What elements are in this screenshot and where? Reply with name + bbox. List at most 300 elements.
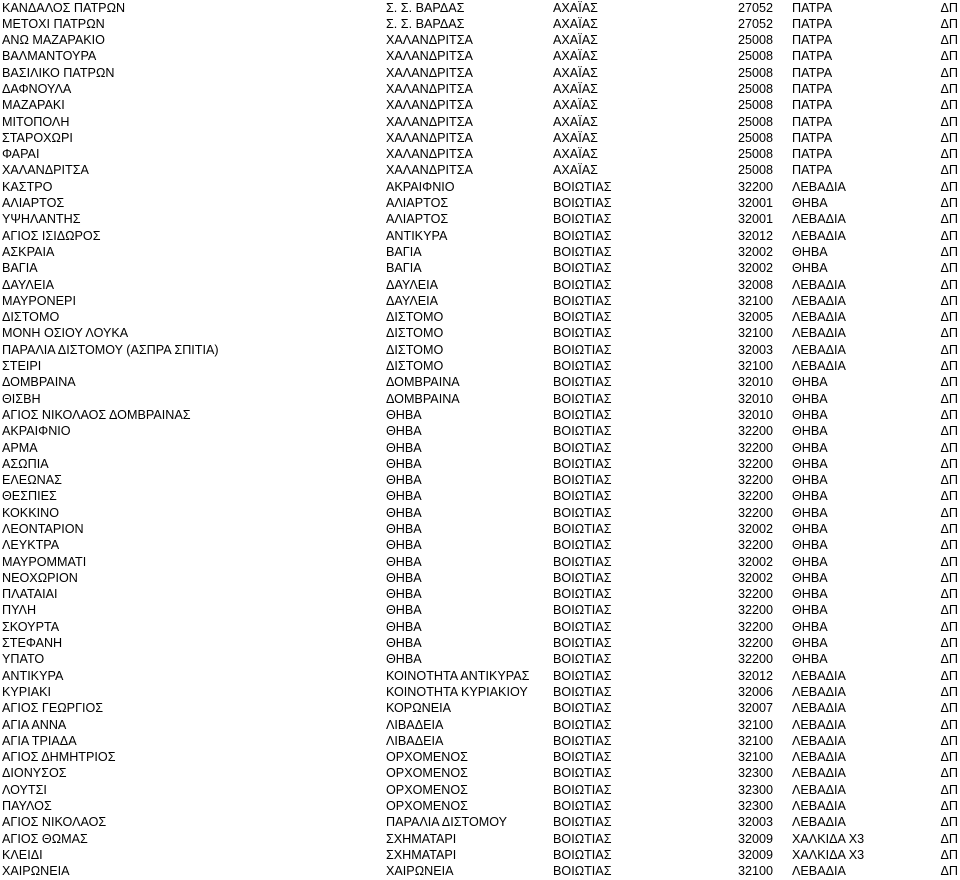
table-row	[0, 765, 960, 781]
postal-code-cell: 32200	[737, 440, 773, 455]
locality-cell: ΣΤΕΙΡΙ	[2, 359, 42, 374]
municipality-cell: ΘΗΒΑ	[386, 440, 422, 455]
postal-code-cell: 32100	[737, 293, 773, 308]
locality-cell: ΧΑΙΡΩΝΕΙΑ	[2, 864, 70, 879]
municipality-cell: ΘΗΒΑ	[386, 587, 422, 602]
municipality-cell: ΒΑΓΙΑ	[386, 244, 422, 259]
post-office-cell: ΧΑΛΚΙΔΑ Χ3	[792, 847, 865, 862]
table-row	[0, 717, 960, 733]
table-row	[0, 602, 960, 618]
prefecture-cell: ΒΟΙΩΤΙΑΣ	[553, 603, 612, 618]
locality-cell: ΝΕΟΧΩΡΙΟΝ	[2, 570, 78, 585]
postal-code-cell: 32001	[737, 196, 773, 211]
post-office-cell: ΛΕΒΑΔΙΑ	[792, 310, 846, 325]
municipality-cell: ΠΑΡΑΛΙΑ ΔΙΣΤΟΜΟΥ	[386, 815, 508, 830]
post-office-cell: ΛΕΒΑΔΙΑ	[792, 277, 846, 292]
prefecture-cell: ΒΟΙΩΤΙΑΣ	[553, 619, 612, 634]
post-office-cell: ΛΕΒΑΔΙΑ	[792, 782, 846, 797]
locality-cell: ΜΑΥΡΟΜΜΑΤΙ	[2, 554, 87, 569]
postal-code-cell: 32012	[737, 228, 773, 243]
prefecture-cell: ΒΟΙΩΤΙΑΣ	[553, 359, 612, 374]
table-row	[0, 309, 960, 325]
code-cell: ΔΠ	[940, 652, 958, 667]
prefecture-cell: ΒΟΙΩΤΙΑΣ	[553, 636, 612, 651]
post-office-cell: ΠΑΤΡΑ	[792, 114, 833, 129]
code-cell: ΔΠ	[940, 244, 958, 259]
table-row	[0, 488, 960, 504]
code-cell: ΔΠ	[940, 179, 958, 194]
code-cell: ΔΠ	[940, 196, 958, 211]
prefecture-cell: ΒΟΙΩΤΙΑΣ	[553, 799, 612, 814]
prefecture-cell: ΑΧΑΪΑΣ	[553, 0, 598, 15]
locality-cell: ΦΑΡΑΙ	[2, 147, 40, 162]
prefecture-cell: ΒΟΙΩΤΙΑΣ	[553, 701, 612, 716]
table-row	[0, 16, 960, 32]
table-row	[0, 195, 960, 211]
code-cell: ΔΠ	[940, 456, 958, 471]
post-office-cell: ΛΕΒΑΔΙΑ	[792, 815, 846, 830]
table-row	[0, 863, 960, 879]
municipality-cell: ΔΙΣΤΟΜΟ	[386, 326, 444, 341]
post-office-cell: ΘΗΒΑ	[792, 587, 828, 602]
code-cell: ΔΠ	[940, 684, 958, 699]
code-cell: ΔΠ	[940, 864, 958, 879]
post-office-cell: ΠΑΤΡΑ	[792, 147, 833, 162]
table-row	[0, 586, 960, 602]
post-office-cell: ΘΗΒΑ	[792, 603, 828, 618]
table-row	[0, 537, 960, 553]
post-office-cell: ΘΗΒΑ	[792, 456, 828, 471]
municipality-cell: ΔΑΥΛΕΙΑ	[386, 293, 439, 308]
postal-code-cell: 32007	[737, 701, 773, 716]
locality-cell: ΔΑΥΛΕΙΑ	[2, 277, 55, 292]
prefecture-cell: ΑΧΑΪΑΣ	[553, 130, 598, 145]
locality-cell: ΚΛΕΙΔΙ	[2, 847, 43, 862]
post-office-cell: ΘΗΒΑ	[792, 619, 828, 634]
postal-code-cell: 32012	[737, 668, 773, 683]
post-office-cell: ΘΗΒΑ	[792, 473, 828, 488]
code-cell: ΔΠ	[940, 440, 958, 455]
code-cell: ΔΠ	[940, 587, 958, 602]
locality-cell: ΑΓΙΟΣ ΙΣΙΔΩΡΟΣ	[2, 228, 101, 243]
municipality-cell: ΘΗΒΑ	[386, 570, 422, 585]
post-office-cell: ΘΗΒΑ	[792, 636, 828, 651]
code-cell: ΔΠ	[940, 49, 958, 64]
municipality-cell: Σ. Σ. ΒΑΡΔΑΣ	[386, 16, 465, 31]
code-cell: ΔΠ	[940, 293, 958, 308]
prefecture-cell: ΒΟΙΩΤΙΑΣ	[553, 261, 612, 276]
municipality-cell: ΘΗΒΑ	[386, 407, 422, 422]
locality-cell: ΔΟΜΒΡΑΙΝΑ	[2, 375, 76, 390]
code-cell: ΔΠ	[940, 310, 958, 325]
municipality-cell: ΑΝΤΙΚΥΡΑ	[386, 228, 448, 243]
table-row	[0, 179, 960, 195]
code-cell: ΔΠ	[940, 228, 958, 243]
locality-cell: ΑΣΚΡΑΙΑ	[2, 244, 55, 259]
locality-cell: ΑΛΙΑΡΤΟΣ	[2, 196, 65, 211]
code-cell: ΔΠ	[940, 277, 958, 292]
code-cell: ΔΠ	[940, 114, 958, 129]
postal-code-cell: 32300	[737, 782, 773, 797]
table-row	[0, 325, 960, 341]
prefecture-cell: ΑΧΑΪΑΣ	[553, 49, 598, 64]
table-row	[0, 684, 960, 700]
municipality-cell: ΧΑΛΑΝΔΡΙΤΣΑ	[386, 98, 473, 113]
prefecture-cell: ΒΟΙΩΤΙΑΣ	[553, 815, 612, 830]
municipality-cell: ΛΙΒΑΔΕΙΑ	[386, 717, 444, 732]
code-cell: ΔΠ	[940, 668, 958, 683]
post-office-cell: ΘΗΒΑ	[792, 261, 828, 276]
prefecture-cell: ΒΟΙΩΤΙΑΣ	[553, 652, 612, 667]
table-row	[0, 847, 960, 863]
code-cell: ΔΠ	[940, 847, 958, 862]
municipality-cell: ΘΗΒΑ	[386, 554, 422, 569]
post-office-cell: ΠΑΤΡΑ	[792, 130, 833, 145]
locality-cell: ΠΑΡΑΛΙΑ ΔΙΣΤΟΜΟΥ (ΑΣΠΡΑ ΣΠΙΤΙΑ)	[2, 342, 219, 357]
prefecture-cell: ΒΟΙΩΤΙΑΣ	[553, 750, 612, 765]
table-row	[0, 114, 960, 130]
table-row	[0, 48, 960, 64]
locality-cell: ΑΓΙΑ ΤΡΙΑΔΑ	[2, 733, 77, 748]
table-row	[0, 342, 960, 358]
prefecture-cell: ΒΟΙΩΤΙΑΣ	[553, 391, 612, 406]
municipality-cell: ΛΙΒΑΔΕΙΑ	[386, 733, 444, 748]
postal-code-cell: 32008	[737, 277, 773, 292]
code-cell: ΔΠ	[940, 163, 958, 178]
municipality-cell: ΑΛΙΑΡΤΟΣ	[386, 196, 449, 211]
locality-cell: ΚΑΝΔΑΛΟΣ ΠΑΤΡΩΝ	[2, 0, 126, 15]
postal-code-cell: 25008	[737, 114, 773, 129]
code-cell: ΔΠ	[940, 750, 958, 765]
municipality-cell: ΧΑΛΑΝΔΡΙΤΣΑ	[386, 81, 473, 96]
table-row	[0, 798, 960, 814]
municipality-cell: ΔΙΣΤΟΜΟ	[386, 310, 444, 325]
prefecture-cell: ΒΟΙΩΤΙΑΣ	[553, 538, 612, 553]
municipality-cell: ΘΗΒΑ	[386, 636, 422, 651]
table-row	[0, 260, 960, 276]
code-cell: ΔΠ	[940, 570, 958, 585]
municipality-cell: ΟΡΧΟΜΕΝΟΣ	[386, 766, 468, 781]
prefecture-cell: ΒΟΙΩΤΙΑΣ	[553, 473, 612, 488]
post-office-cell: ΛΕΒΑΔΙΑ	[792, 359, 846, 374]
postal-code-cell: 32002	[737, 261, 773, 276]
prefecture-cell: ΒΟΙΩΤΙΑΣ	[553, 375, 612, 390]
postal-code-cell: 32006	[737, 684, 773, 699]
postal-code-cell: 25008	[737, 81, 773, 96]
postal-code-cell: 32100	[737, 359, 773, 374]
municipality-cell: ΒΑΓΙΑ	[386, 261, 422, 276]
postal-code-cell: 32002	[737, 554, 773, 569]
code-cell: ΔΠ	[940, 522, 958, 536]
postal-code-cell: 32200	[737, 473, 773, 488]
post-office-cell: ΛΕΒΑΔΙΑ	[792, 668, 846, 683]
code-cell: ΔΠ	[940, 424, 958, 439]
locality-cell: ΑΡΜΑ	[2, 440, 38, 455]
prefecture-cell: ΑΧΑΪΑΣ	[553, 163, 598, 178]
locality-cell: ΑΓΙΑ ΑΝΝΑ	[2, 717, 67, 732]
prefecture-cell: ΒΟΙΩΤΙΑΣ	[553, 489, 612, 504]
municipality-cell: ΘΗΒΑ	[386, 489, 422, 504]
post-office-cell: ΧΑΛΚΙΔΑ Χ3	[792, 831, 865, 846]
post-office-cell: ΠΑΤΡΑ	[792, 81, 833, 96]
post-office-cell: ΛΕΒΑΔΙΑ	[792, 799, 846, 814]
post-office-cell: ΠΑΤΡΑ	[792, 65, 833, 80]
postal-code-cell: 32100	[737, 326, 773, 341]
prefecture-cell: ΒΟΙΩΤΙΑΣ	[553, 228, 612, 243]
municipality-cell: ΧΑΙΡΩΝΕΙΑ	[386, 864, 454, 879]
post-office-cell: ΘΗΒΑ	[792, 489, 828, 504]
prefecture-cell: ΒΟΙΩΤΙΑΣ	[553, 864, 612, 879]
post-office-cell: ΛΕΒΑΔΙΑ	[792, 717, 846, 732]
post-office-cell: ΘΗΒΑ	[792, 554, 828, 569]
code-cell: ΔΠ	[940, 733, 958, 748]
municipality-cell: ΘΗΒΑ	[386, 652, 422, 667]
postal-code-cell: 25008	[737, 147, 773, 162]
postal-code-cell: 27052	[737, 0, 773, 15]
post-office-cell: ΘΗΒΑ	[792, 440, 828, 455]
prefecture-cell: ΑΧΑΪΑΣ	[553, 65, 598, 80]
locality-cell: ΧΑΛΑΝΔΡΙΤΣΑ	[2, 163, 89, 178]
locality-cell: ΑΓΙΟΣ ΘΩΜΑΣ	[2, 831, 88, 846]
locality-cell: ΠΑΥΛΟΣ	[2, 799, 52, 814]
table-row	[0, 472, 960, 488]
locality-cell: ΔΙΣΤΟΜΟ	[2, 310, 60, 325]
postal-code-cell: 32200	[737, 424, 773, 439]
post-office-cell: ΛΕΒΑΔΙΑ	[792, 701, 846, 716]
locality-cell: ΛΕΥΚΤΡΑ	[2, 538, 60, 553]
municipality-cell: ΔΙΣΤΟΜΟ	[386, 359, 444, 374]
table-row	[0, 65, 960, 81]
postal-code-cell: 32010	[737, 375, 773, 390]
prefecture-cell: ΒΟΙΩΤΙΑΣ	[553, 424, 612, 439]
table-row	[0, 374, 960, 390]
post-office-cell: ΘΗΒΑ	[792, 196, 828, 211]
postal-code-cell: 32003	[737, 342, 773, 357]
table-row	[0, 423, 960, 439]
prefecture-cell: ΒΟΙΩΤΙΑΣ	[553, 554, 612, 569]
locality-cell: ΜΕΤΟΧΙ ΠΑΤΡΩΝ	[2, 16, 105, 31]
postal-code-cell: 25008	[737, 49, 773, 64]
post-office-cell: ΛΕΒΑΔΙΑ	[792, 684, 846, 699]
table-row	[0, 130, 960, 146]
table-row	[0, 97, 960, 113]
code-cell: ΔΠ	[940, 766, 958, 781]
locality-cell: ΣΤΑΡΟΧΩΡΙ	[2, 130, 73, 145]
table-row	[0, 391, 960, 407]
prefecture-cell: ΒΟΙΩΤΙΑΣ	[553, 310, 612, 325]
prefecture-cell: ΒΟΙΩΤΙΑΣ	[553, 440, 612, 455]
code-cell: ΔΠ	[940, 0, 958, 15]
post-office-cell: ΘΗΒΑ	[792, 505, 828, 520]
prefecture-cell: ΑΧΑΪΑΣ	[553, 16, 598, 31]
code-cell: ΔΠ	[940, 636, 958, 651]
locality-cell: ΠΛΑΤΑΙΑΙ	[2, 587, 58, 602]
postal-code-cell: 25008	[737, 65, 773, 80]
locality-cell: ΑΝΩ ΜΑΖΑΡΑΚΙΟ	[2, 33, 105, 48]
locality-cell: ΚΥΡΙΑΚΙ	[2, 684, 51, 699]
table-row	[0, 81, 960, 97]
post-office-cell: ΛΕΒΑΔΙΑ	[792, 750, 846, 765]
prefecture-cell: ΒΟΙΩΤΙΑΣ	[553, 733, 612, 748]
locality-cell: ΜΑΥΡΟΝΕΡΙ	[2, 293, 76, 308]
post-office-cell: ΘΗΒΑ	[792, 570, 828, 585]
table-row	[0, 554, 960, 570]
municipality-cell: ΟΡΧΟΜΕΝΟΣ	[386, 750, 468, 765]
locality-cell: ΠΥΛΗ	[2, 603, 37, 618]
code-cell: ΔΠ	[940, 701, 958, 716]
table-row	[0, 814, 960, 830]
postal-code-cell: 32002	[737, 522, 773, 536]
locality-cell: ΑΚΡΑΙΦΝΙΟ	[2, 424, 71, 439]
prefecture-cell: ΒΟΙΩΤΙΑΣ	[553, 326, 612, 341]
post-office-cell: ΛΕΒΑΔΙΑ	[792, 766, 846, 781]
post-office-cell: ΛΕΒΑΔΙΑ	[792, 342, 846, 357]
code-cell: ΔΠ	[940, 554, 958, 569]
prefecture-cell: ΒΟΙΩΤΙΑΣ	[553, 505, 612, 520]
postal-code-cell: 32002	[737, 244, 773, 259]
postal-code-cell: 32100	[737, 750, 773, 765]
municipality-cell: ΧΑΛΑΝΔΡΙΤΣΑ	[386, 49, 473, 64]
post-office-cell: ΛΕΒΑΔΙΑ	[792, 179, 846, 194]
postal-code-cell: 32009	[737, 847, 773, 862]
locality-cell: ΥΨΗΛΑΝΤΗΣ	[2, 212, 81, 227]
municipality-cell: ΔΟΜΒΡΑΙΝΑ	[386, 375, 460, 390]
locality-cell: ΣΚΟΥΡΤΑ	[2, 619, 60, 634]
prefecture-cell: ΑΧΑΪΑΣ	[553, 98, 598, 113]
prefecture-cell: ΒΟΙΩΤΙΑΣ	[553, 766, 612, 781]
prefecture-cell: ΒΟΙΩΤΙΑΣ	[553, 717, 612, 732]
postal-code-cell: 25008	[737, 98, 773, 113]
municipality-cell: ΔΙΣΤΟΜΟ	[386, 342, 444, 357]
table-row	[0, 456, 960, 472]
municipality-cell: ΧΑΛΑΝΔΡΙΤΣΑ	[386, 65, 473, 80]
locality-cell: ΑΓΙΟΣ ΝΙΚΟΛΑΟΣ ΔΟΜΒΡΑΙΝΑΣ	[2, 407, 191, 422]
locality-cell: ΘΕΣΠΙΕΣ	[2, 489, 57, 504]
code-cell: ΔΠ	[940, 489, 958, 504]
postal-code-cell: 32200	[737, 505, 773, 520]
municipality-cell: ΟΡΧΟΜΕΝΟΣ	[386, 799, 468, 814]
municipality-cell: ΧΑΛΑΝΔΡΙΤΣΑ	[386, 130, 473, 145]
post-office-cell: ΘΗΒΑ	[792, 652, 828, 667]
code-cell: ΔΠ	[940, 717, 958, 732]
postal-code-cell: 25008	[737, 163, 773, 178]
table-row	[0, 293, 960, 309]
municipality-cell: ΘΗΒΑ	[386, 473, 422, 488]
municipality-cell: ΘΗΒΑ	[386, 505, 422, 520]
code-cell: ΔΠ	[940, 831, 958, 846]
postal-code-cell: 32010	[737, 391, 773, 406]
postal-code-cell: 25008	[737, 130, 773, 145]
locality-cell: ΑΓΙΟΣ ΔΗΜΗΤΡΙΟΣ	[2, 750, 116, 765]
postal-code-cell: 32200	[737, 603, 773, 618]
postal-code-cell: 32100	[737, 733, 773, 748]
table-row	[0, 32, 960, 48]
code-cell: ΔΠ	[940, 815, 958, 830]
table-row	[0, 407, 960, 423]
locality-cell: ΘΙΣΒΗ	[2, 391, 41, 406]
prefecture-cell: ΒΟΙΩΤΙΑΣ	[553, 668, 612, 683]
postal-code-cell: 32200	[737, 619, 773, 634]
table-row	[0, 733, 960, 749]
code-cell: ΔΠ	[940, 359, 958, 374]
postal-code-cell: 32200	[737, 489, 773, 504]
table-row	[0, 749, 960, 765]
prefecture-cell: ΒΟΙΩΤΙΑΣ	[553, 196, 612, 211]
postal-code-cell: 32200	[737, 587, 773, 602]
post-office-cell: ΛΕΒΑΔΙΑ	[792, 293, 846, 308]
post-office-cell: ΠΑΤΡΑ	[792, 98, 833, 113]
table-row	[0, 211, 960, 227]
locality-cell: ΛΟΥΤΣΙ	[2, 782, 47, 797]
code-cell: ΔΠ	[940, 619, 958, 634]
municipality-cell: ΘΗΒΑ	[386, 522, 422, 536]
locality-cell: ΑΓΙΟΣ ΓΕΩΡΓΙΟΣ	[2, 701, 104, 716]
table-row	[0, 146, 960, 162]
table-row	[0, 162, 960, 178]
code-cell: ΔΠ	[940, 65, 958, 80]
code-cell: ΔΠ	[940, 212, 958, 227]
post-office-cell: ΘΗΒΑ	[792, 522, 828, 536]
municipality-cell: Σ. Σ. ΒΑΡΔΑΣ	[386, 0, 465, 15]
locality-cell: ΜΙΤΟΠΟΛΗ	[2, 114, 70, 129]
table-row	[0, 228, 960, 244]
locality-cell: ΔΑΦΝΟΥΛΑ	[2, 81, 72, 96]
code-cell: ΔΠ	[940, 375, 958, 390]
municipality-cell: ΧΑΛΑΝΔΡΙΤΣΑ	[386, 163, 473, 178]
postal-code-cell: 32002	[737, 570, 773, 585]
table-row	[0, 0, 960, 16]
municipality-cell: ΘΗΒΑ	[386, 603, 422, 618]
table-row	[0, 358, 960, 374]
municipality-cell: ΑΚΡΑΙΦΝΙΟ	[386, 179, 455, 194]
prefecture-cell: ΑΧΑΪΑΣ	[553, 81, 598, 96]
municipality-cell: ΟΡΧΟΜΕΝΟΣ	[386, 782, 468, 797]
code-cell: ΔΠ	[940, 799, 958, 814]
locality-cell: ΕΛΕΩΝΑΣ	[2, 473, 62, 488]
table-row	[0, 831, 960, 847]
municipality-cell: ΘΗΒΑ	[386, 619, 422, 634]
municipality-cell: ΚΟΙΝΟΤΗΤΑ ΚΥΡΙΑΚΙΟΥ	[386, 684, 528, 699]
locality-cell: ΑΝΤΙΚΥΡΑ	[2, 668, 64, 683]
code-cell: ΔΠ	[940, 326, 958, 341]
table-row	[0, 244, 960, 260]
locality-cell: ΚΟΚΚΙΝΟ	[2, 505, 59, 520]
postal-code-cell: 32200	[737, 538, 773, 553]
prefecture-cell: ΒΟΙΩΤΙΑΣ	[553, 212, 612, 227]
prefecture-cell: ΒΟΙΩΤΙΑΣ	[553, 522, 612, 536]
prefecture-cell: ΒΟΙΩΤΙΑΣ	[553, 407, 612, 422]
postal-code-cell: 32100	[737, 717, 773, 732]
postal-code-cell: 25008	[737, 33, 773, 48]
municipality-cell: ΘΗΒΑ	[386, 424, 422, 439]
code-cell: ΔΠ	[940, 342, 958, 357]
table-row	[0, 668, 960, 684]
table-row	[0, 570, 960, 586]
post-office-cell: ΘΗΒΑ	[792, 407, 828, 422]
postal-code-cell: 32200	[737, 636, 773, 651]
post-office-cell: ΠΑΤΡΑ	[792, 0, 833, 15]
locality-cell: ΒΑΛΜΑΝΤΟΥΡΑ	[2, 49, 97, 64]
postal-code-cell: 32001	[737, 212, 773, 227]
code-cell: ΔΠ	[940, 391, 958, 406]
municipality-cell: ΣΧΗΜΑΤΑΡΙ	[386, 847, 457, 862]
table-row	[0, 521, 960, 537]
code-cell: ΔΠ	[940, 538, 958, 553]
municipality-cell: ΧΑΛΑΝΔΡΙΤΣΑ	[386, 114, 473, 129]
prefecture-cell: ΒΟΙΩΤΙΑΣ	[553, 277, 612, 292]
municipality-cell: ΑΛΙΑΡΤΟΣ	[386, 212, 449, 227]
prefecture-cell: ΒΟΙΩΤΙΑΣ	[553, 179, 612, 194]
